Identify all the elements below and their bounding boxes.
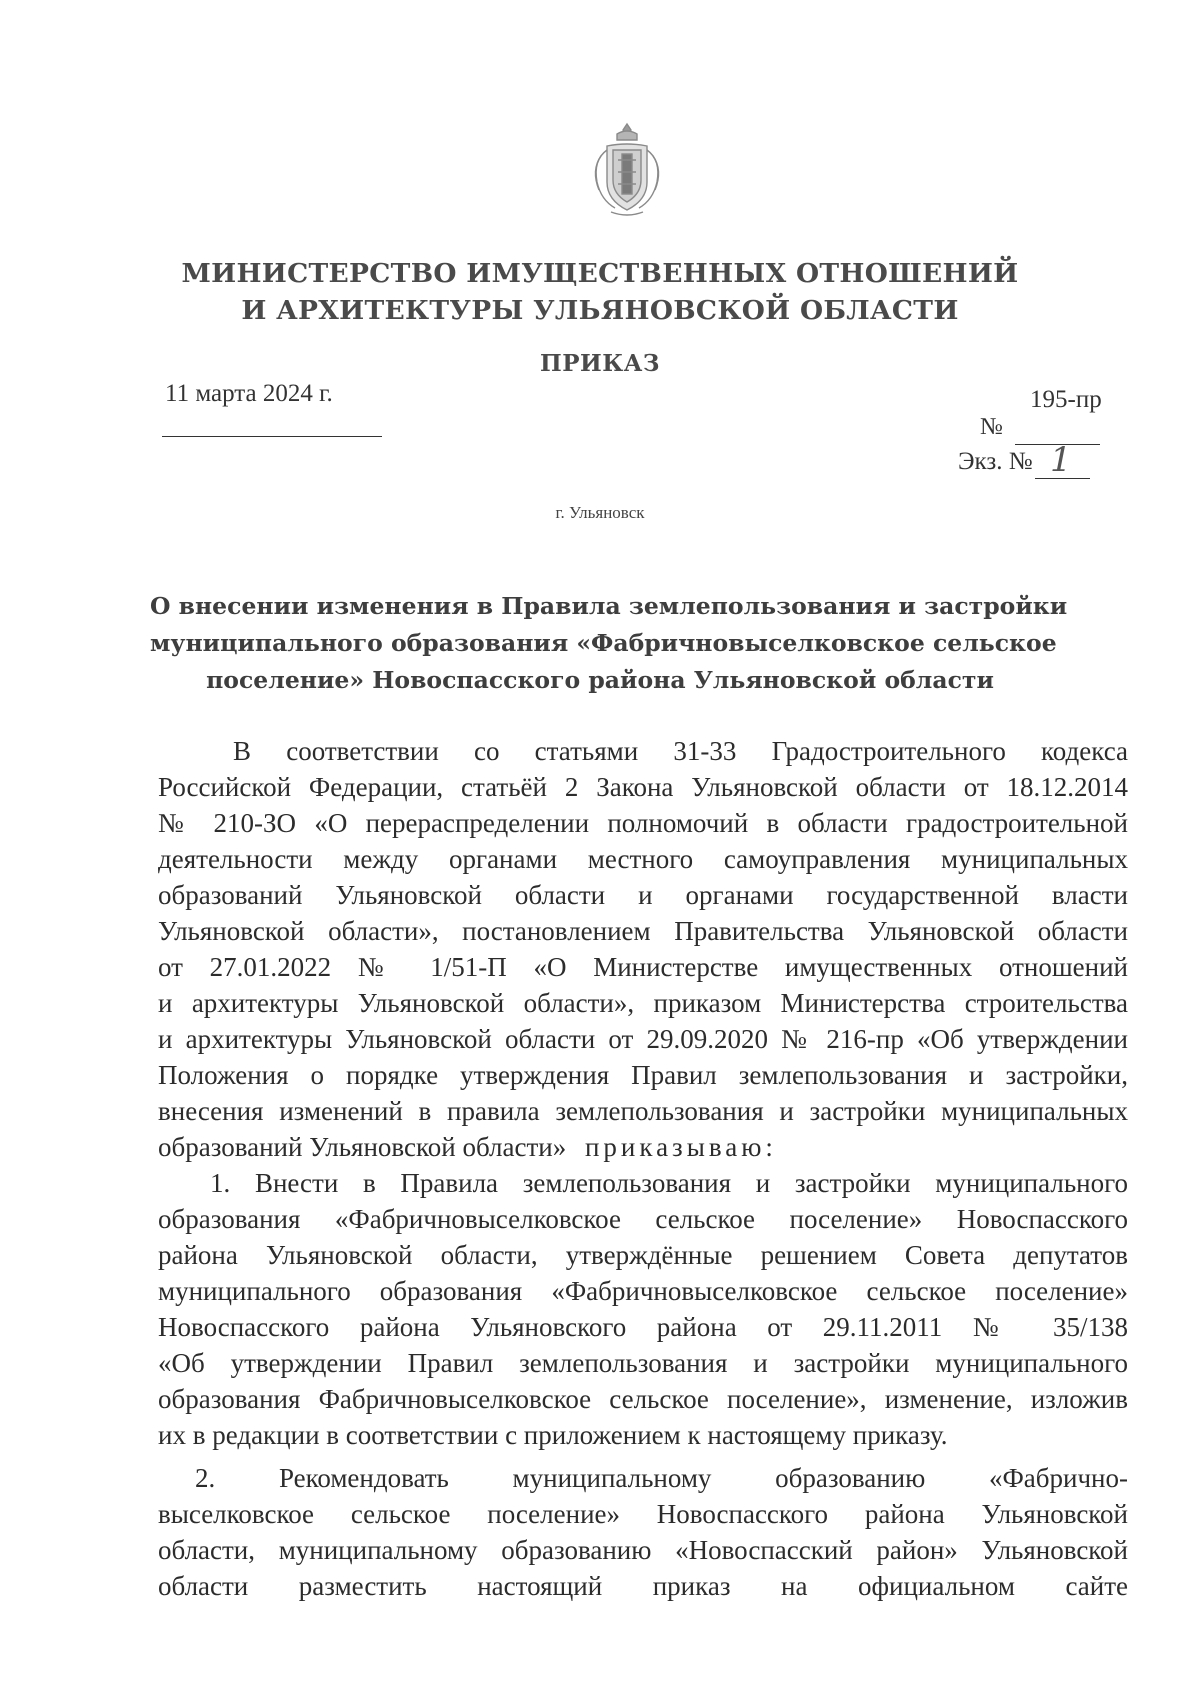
body-line: деятельности между органами местного самоуправления муниципальных — [158, 844, 1128, 874]
body-line: области разместить настоящий приказ на официальном сайте — [158, 1571, 1128, 1601]
order-number: 195-пр — [1030, 386, 1102, 413]
order-date: 11 марта 2024 г. — [165, 380, 333, 407]
copy-number-underline — [1035, 478, 1090, 479]
body-line: муниципального образования «Фабричновыселковское сельское поселение» — [158, 1276, 1128, 1306]
order-subject-line1: О внесении изменения в Правила землепользования и застройки — [150, 592, 1068, 620]
body-line: 1. Внести в Правила землепользования и застройки муниципального — [210, 1168, 1128, 1198]
body-line: образований Ульяновской области и органами государственной власти — [158, 880, 1128, 910]
body-line: Положения о порядке утверждения Правил землепользования и застройки, — [158, 1060, 1128, 1090]
order-subject-line2: муниципального образования «Фабричновыселковское сельское — [150, 629, 1057, 657]
ministry-name-line2: И АРХИТЕКТУРЫ УЛЬЯНОВСКОЙ ОБЛАСТИ — [241, 295, 959, 326]
body-line: и архитектуры Ульяновской области от 29.09.2020 № 216-пр «Об утверждении — [158, 1024, 1128, 1054]
body-line: выселковское сельское поселение» Новоспасского района Ульяновской — [158, 1499, 1128, 1529]
order-subject-line3: поселение» Новоспасского района Ульяновской области — [206, 666, 994, 694]
city-label: г. Ульяновск — [555, 503, 645, 522]
body-line: 2. Рекомендовать муниципальному образованию «Фабрично- — [195, 1463, 1128, 1493]
body-line: области, муниципальному образованию «Новоспасский район» Ульяновской — [158, 1535, 1128, 1565]
order-number-label: № — [980, 414, 1003, 440]
body-line: Новоспасского района Ульяновского района от 29.11.2011 № 35/138 — [158, 1312, 1128, 1342]
body-line: внесения изменений в правила землепользования и застройки муниципальных — [158, 1096, 1128, 1126]
copy-number-label: Экз. № — [958, 448, 1033, 475]
body-line: их в редакции в соответствии с приложением к настоящему приказу. — [158, 1420, 948, 1450]
body-line: образования Фабричновыселковское сельское поселение», изменение, изложив — [158, 1384, 1128, 1414]
body-line: Российской Федерации, статьёй 2 Закона Ульяновской области от 18.12.2014 — [158, 772, 1128, 802]
date-underline — [162, 436, 382, 437]
order-word: приказываю: — [584, 1132, 777, 1162]
body-line: № 210-ЗО «О перераспределении полномочий в области градостроительной — [158, 808, 1128, 838]
document-type-title: ПРИКАЗ — [540, 350, 660, 377]
body-line: и архитектуры Ульяновской области», приказом Министерства строительства — [158, 988, 1128, 1018]
copy-number-handwritten: 1 — [1050, 440, 1072, 480]
body-line-text: образований Ульяновской области» — [158, 1132, 567, 1162]
body-line: района Ульяновской области, утверждённые решением Совета депутатов — [158, 1240, 1128, 1270]
coat-of-arms-emblem — [587, 120, 667, 220]
body-line: «Об утверждении Правил землепользования и застройки муниципального — [158, 1348, 1128, 1378]
body-line: образования «Фабричновыселковское сельское поселение» Новоспасского — [158, 1204, 1128, 1234]
body-line: от 27.01.2022 № 1/51-П «О Министерстве имущественных отношений — [158, 952, 1128, 982]
ministry-name-line1: МИНИСТЕРСТВО ИМУЩЕСТВЕННЫХ ОТНОШЕНИЙ — [181, 258, 1019, 289]
body-line: В соответствии со статьями 31-33 Градостроительного кодекса — [233, 736, 1128, 766]
body-line: Ульяновской области», постановлением Правительства Ульяновской области — [158, 916, 1128, 946]
body-line — [158, 1132, 1128, 1163]
